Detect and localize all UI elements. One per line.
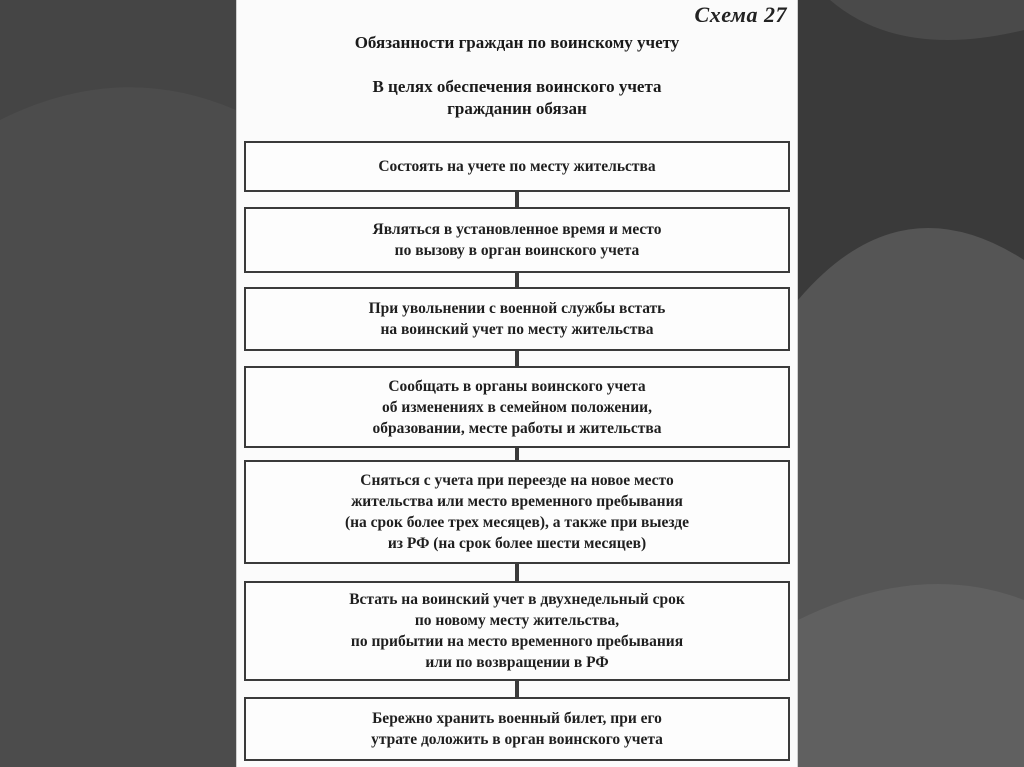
duty-line: образовании, месте работы и жительства	[372, 419, 662, 437]
duty-line: Бережно хранить военный билет, при его	[372, 710, 662, 727]
duty-line: жительства или место временного пребывания	[351, 493, 683, 510]
duty-box-3	[244, 287, 790, 351]
duty-line: утрате доложить в орган воинского учета	[371, 731, 663, 748]
connector-line	[515, 273, 519, 287]
duty-line: Сняться с учета при переезде на новое место	[360, 472, 674, 489]
duty-line: по вызову в орган воинского учета	[394, 242, 640, 259]
duty-line: на воинский учет по месту жительства	[380, 321, 654, 338]
scheme-number: Схема 27	[694, 2, 787, 27]
connector-line	[515, 681, 519, 697]
duty-line: Сообщать в органы воинского учета	[388, 377, 646, 395]
duty-line: или по возвращении в РФ	[425, 654, 609, 671]
duty-line: по прибытии на место временного пребывания	[350, 633, 684, 650]
connector-line	[515, 448, 519, 460]
duty-line: Являться в установленное время и место	[372, 221, 662, 238]
scheme-title: Обязанности граждан по воинскому учету	[354, 33, 680, 52]
duty-box-5	[244, 460, 790, 564]
duty-line: (на срок более трех месяцев), а также при выезде	[344, 514, 690, 531]
duty-line: Встать на воинский учет в двухнедельный срок	[349, 591, 685, 608]
duty-line: При увольнении с военной службы встать	[368, 300, 666, 317]
duty-line: из РФ (на срок более шести месяцев)	[387, 535, 647, 552]
duty-line: по новому месту жительства,	[414, 612, 620, 629]
intro-line: В целях обеспечения воинского учета	[372, 77, 662, 96]
scheme-page	[236, 0, 798, 767]
duty-line: об изменениях в семейном положении,	[382, 398, 652, 416]
intro-line: гражданин обязан	[447, 99, 587, 118]
duty-box-6	[244, 581, 790, 681]
duty-box-4	[244, 366, 790, 448]
connector-line	[515, 351, 519, 366]
duty-box-1	[244, 141, 790, 192]
duty-line: Состоять на учете по месту жительства	[378, 158, 656, 175]
connector-line	[515, 564, 519, 581]
duty-box-7	[244, 697, 790, 761]
scheme-intro	[237, 76, 797, 120]
connector-line	[515, 192, 519, 207]
duty-box-2	[244, 207, 790, 273]
